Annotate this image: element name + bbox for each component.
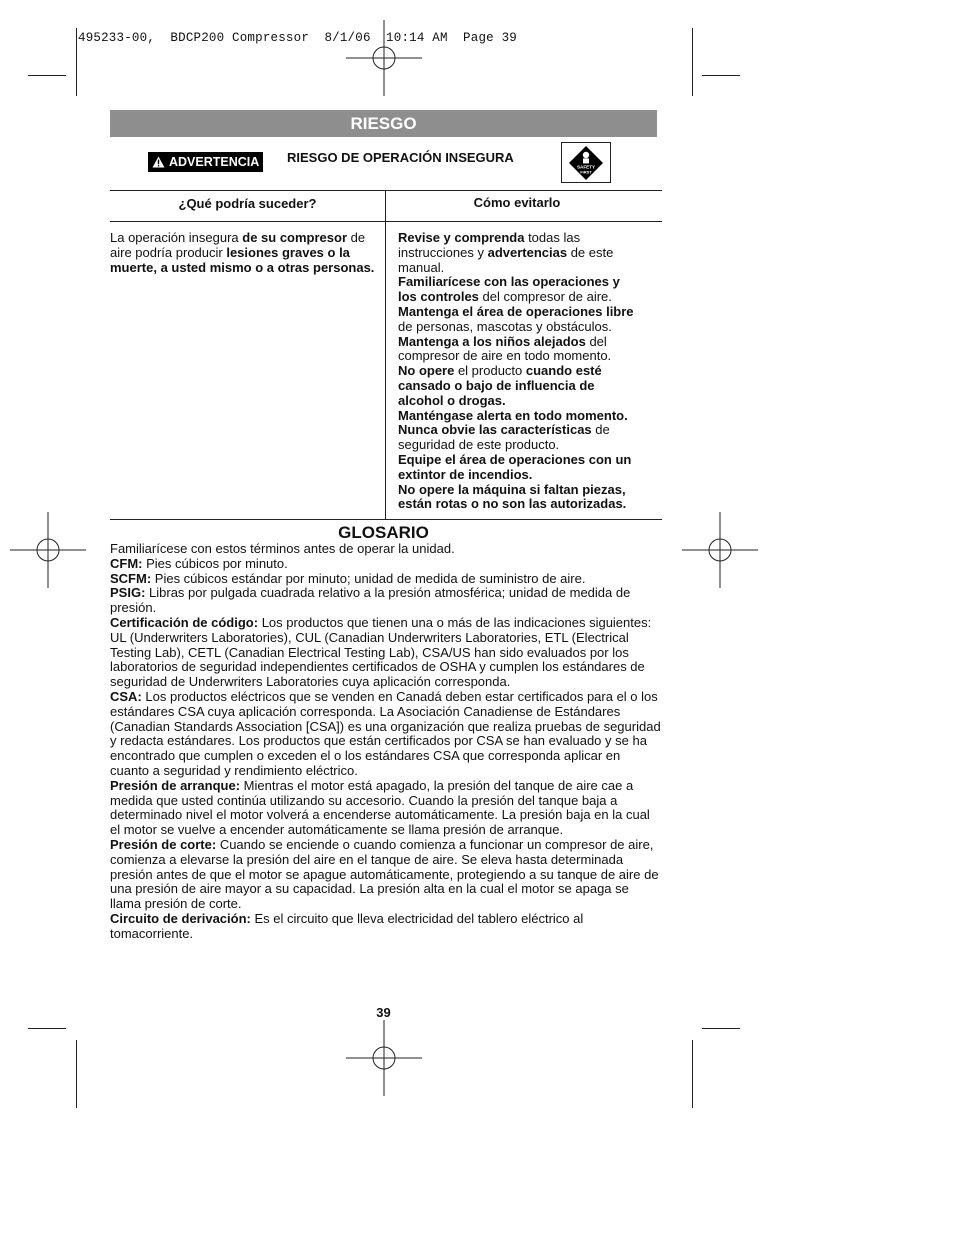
prevention-text-run: cuando esté <box>525 363 602 379</box>
prevention-text-run: manual. <box>398 259 445 275</box>
glossary-term: PSIG: <box>110 585 146 601</box>
glossary-title: GLOSARIO <box>338 523 429 542</box>
glossary-term: Circuito de derivación: <box>110 910 251 926</box>
prevention-text-run: Mantenga el área de operaciones libre <box>398 303 634 319</box>
glossary-entry <box>110 838 662 912</box>
prevention-text-run: alcohol o drogas. <box>398 392 506 408</box>
prevention-text-run: No opere la máquina si faltan piezas, <box>398 481 626 497</box>
glossary-term: Presión de arranque: <box>110 777 241 793</box>
glossary-term: SCFM: <box>110 570 152 586</box>
prevention-line <box>398 423 662 438</box>
prevention-line <box>398 261 662 276</box>
prevention-line <box>398 409 662 424</box>
prevention-text-run: del compresor de aire. <box>478 289 612 305</box>
glossary-definition: Los productos eléctricos que se venden en Canadá deben estar certificados para el o los estándares CSA cuya aplicación corresponda. La Asociación Canadiense de Estándares (Canadian Standards Association [CSA]) es una organización que realiza pruebas de seguridad y redacta estándares. Los productos que están certificados por CSA se han evaluado y se ha encontrado que cumplen o exceden el o los estándares CSA que corresponda aplicar en cuanto a seguridad y rendimiento eléctrico. <box>110 688 661 778</box>
crop-mark <box>28 1028 66 1029</box>
prevention-text-run: Equipe el área de operaciones con un <box>398 451 632 467</box>
warning-badge-label: ADVERTENCIA <box>169 155 260 169</box>
prevention-line <box>398 483 662 498</box>
prevention-line <box>398 290 662 305</box>
registration-mark-icon <box>10 512 86 588</box>
table-column-divider <box>385 190 386 519</box>
crop-mark <box>76 28 77 96</box>
hazard-text-run: La operación insegura <box>110 230 243 245</box>
glossary-definition: Pies cúbicos estándar por minuto; unidad de medida de suministro de aire. <box>151 570 586 586</box>
safety-icon-text-2: FIRST <box>580 169 592 174</box>
table-top-rule <box>110 190 662 191</box>
glossary-definition: Cuando se enciende o cuando comienza a funcionar un compresor de aire, comienza a elevarse la presión del aire en el tanque de aire. Se eleva hasta determinada presión antes de que el motor se apague automáticamente, protegiendo a su tanque de aire de una presión de aire mayor a su capacidad. La presión alta en la cual el motor se apaga se llama presión de corte. <box>110 836 659 912</box>
prevention-text-run: No opere <box>398 363 455 379</box>
glossary-definition: Los productos que tienen una o más de las indicaciones siguientes: UL (Underwriters Laboratories), CUL (Canadian Underwriters Laboratories, ETL (Electrical Testing Lab), CETL (Canadian Electrical Testing Lab), CSA/US han sido evaluados por los laboratorios de seguridad independientes certificados de OSHA y cumplen los estándares de seguridad de Underwriters Laboratories cuya aplicación corresponda. <box>110 614 652 690</box>
prevention-line <box>398 468 662 483</box>
prevention-text-run: están rotas o no son las autorizadas. <box>398 496 627 512</box>
prevention-text-run: Mantenga a los niños alejados <box>398 333 586 349</box>
glossary-entry <box>110 690 662 779</box>
section-title: RIESGO <box>110 110 657 137</box>
table-header-how-to-avoid: Cómo evitarlo <box>473 195 561 210</box>
warning-triangle-icon <box>152 156 165 168</box>
glossary-term: CFM: <box>110 555 143 571</box>
table-bottom-rule <box>110 519 662 520</box>
prevention-text-run: Revise y comprenda <box>398 230 525 245</box>
safety-icon-text-1: SAFETY <box>576 164 596 169</box>
crop-mark <box>702 75 740 76</box>
prevention-line <box>398 497 662 512</box>
prevention-text-run: los controles <box>398 289 479 305</box>
prevention-text-run: cansado o bajo de influencia de <box>398 377 595 393</box>
hazard-text-run: de aire podría producir <box>110 230 366 260</box>
glossary-entry <box>110 779 662 838</box>
prevention-line <box>398 305 662 320</box>
prevention-text-run: Nunca obvie las características <box>398 422 592 438</box>
prevention-line <box>398 275 662 290</box>
prevention-text-run: Manténgase alerta en todo momento. <box>398 407 628 423</box>
prevention-text-run: extintor de incendios. <box>398 466 533 482</box>
glossary-term: CSA: <box>110 688 142 704</box>
table-cell-prevention <box>398 231 662 512</box>
table-header-rule <box>110 221 662 222</box>
prevention-text-run: el producto <box>454 363 526 379</box>
glossary-body <box>110 542 662 942</box>
prevention-line <box>398 231 662 246</box>
safety-first-icon <box>561 142 611 183</box>
page-number: 39 <box>376 1005 391 1020</box>
glossary-definition: Es el circuito que lleva electricidad del tablero eléctrico al tomacorriente. <box>110 910 584 941</box>
prevention-text-run: advertencias <box>487 244 568 260</box>
hazard-text-run: de su compresor <box>242 230 348 245</box>
prevention-text-run: seguridad de este producto. <box>398 437 560 453</box>
prevention-line <box>398 349 662 364</box>
glossary-definition: Mientras el motor está apagado, la presión del tanque de aire cae a medida que usted continúa utilizando su accesorio. Cuando la presión del tanque baja a determinado nivel el motor volverá a encenderse automáticamente. La presión baja en la cual el motor se vuelve a encender automáticamente se llama presión de arranque. <box>110 777 650 838</box>
glossary-definition: Libras por pulgada cuadrada relativo a la presión atmosférica; unidad de medida de presión. <box>110 585 631 616</box>
prevention-line <box>398 453 662 468</box>
crop-mark <box>702 1028 740 1029</box>
prevention-text-run: de <box>591 422 610 438</box>
prevention-line <box>398 364 662 379</box>
crop-mark <box>692 28 693 96</box>
table-header-what-could-happen: ¿Qué podría suceder? <box>178 196 317 211</box>
glossary-intro: Familiarícese con estos términos antes de operar la unidad. <box>110 541 455 556</box>
glossary-entry <box>110 616 662 690</box>
glossary-entry <box>110 586 662 616</box>
prevention-line <box>398 394 662 409</box>
prevention-text-run: instrucciones y <box>398 244 488 260</box>
glossary-entry <box>110 912 662 942</box>
crop-mark <box>76 1040 77 1108</box>
prevention-text-run: de personas, mascotas y obstáculos. <box>398 318 612 334</box>
registration-mark-icon <box>346 1020 422 1096</box>
table-cell-hazard <box>110 231 378 275</box>
hazard-text-run: lesiones graves o la muerte, a usted mismo o a otras personas. <box>110 244 375 275</box>
glossary-entry <box>110 557 662 572</box>
prevention-text-run: todas las <box>524 230 581 245</box>
prevention-text-run: compresor de aire en todo momento. <box>398 348 612 364</box>
glossary-entries <box>110 557 662 942</box>
print-slug: 495233-00, BDCP200 Compressor 8/1/06 10:14 AM Page 39 <box>78 31 517 45</box>
prevention-text-run: de este <box>567 244 614 260</box>
prevention-line <box>398 438 662 453</box>
risk-title: RIESGO DE OPERACIÓN INSEGURA <box>287 150 514 165</box>
glossary-definition: Pies cúbicos por minuto. <box>142 555 288 571</box>
warning-badge <box>148 152 263 172</box>
glossary-entry <box>110 572 662 587</box>
prevention-line <box>398 246 662 261</box>
registration-mark-icon <box>682 512 758 588</box>
prevention-line <box>398 379 662 394</box>
prevention-text-run: Familiarícese con las operaciones y <box>398 274 620 290</box>
prevention-text-run: del <box>585 333 607 349</box>
prevention-line <box>398 320 662 335</box>
prevention-line <box>398 335 662 350</box>
crop-mark <box>692 1040 693 1108</box>
glossary-term: Presión de corte: <box>110 836 217 852</box>
glossary-term: Certificación de código: <box>110 614 259 630</box>
crop-mark <box>28 75 66 76</box>
